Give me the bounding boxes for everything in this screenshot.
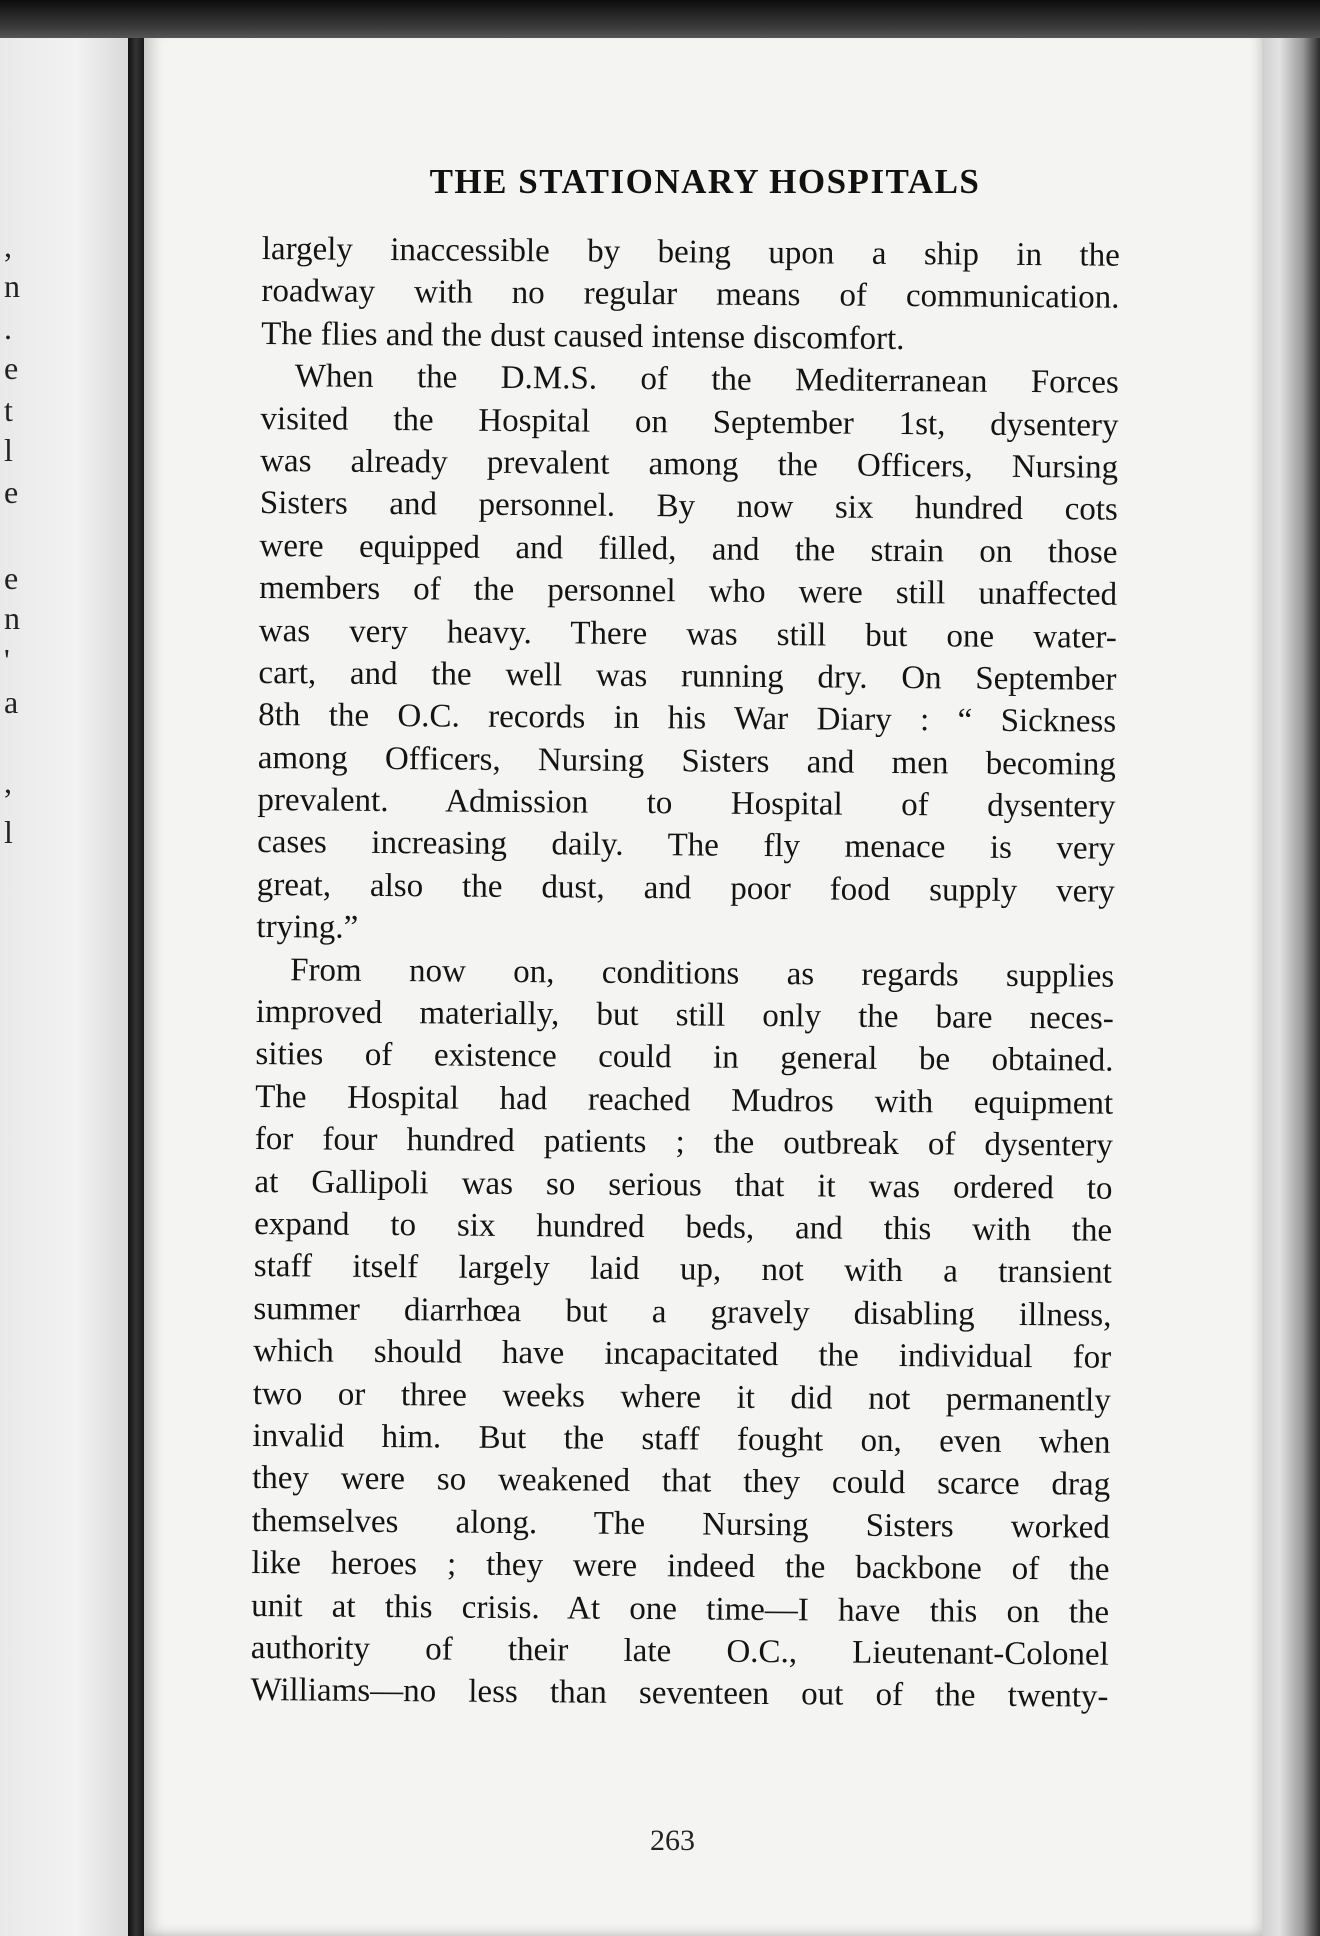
- page-edge-shadow: [1262, 0, 1320, 1936]
- left-facing-page: [0, 0, 128, 1936]
- left-page-fragment: t: [4, 392, 13, 428]
- text-line: was already prevalent among the Officers, Nursing: [260, 442, 1119, 486]
- left-page-fragment: e: [4, 350, 19, 386]
- left-page-fragment: a: [4, 684, 19, 720]
- text-line: The flies and the dust caused intense discomfort.: [261, 315, 905, 357]
- text-line: Williams—no less than seventeen out of the twenty-: [250, 1672, 1109, 1715]
- text-line: two or three weeks where it did not permanently: [252, 1375, 1111, 1419]
- text-line: sities of existence could in general be obtained.: [255, 1036, 1114, 1080]
- text-line: among Officers, Nursing Sisters and men becoming: [257, 739, 1116, 783]
- text-line: Sisters and personnel. By now six hundred cots: [259, 485, 1118, 529]
- text-line: themselves along. The Nursing Sisters worked: [251, 1502, 1110, 1546]
- text-line: members of the personnel who were still unaffected: [259, 570, 1118, 613]
- text-line: summer diarrhœa but a gravely disabling illness,: [253, 1290, 1112, 1334]
- text-line: invalid him. But the staff fought on, even when: [252, 1417, 1111, 1461]
- left-page-fragment: e: [4, 474, 19, 510]
- text-line: expand to six hundred beds, and this with the: [254, 1205, 1113, 1249]
- left-page-fragment: l: [4, 814, 13, 850]
- text-line: From now on, conditions as regards supplies: [290, 951, 1115, 995]
- left-page-fragment: e: [4, 560, 19, 596]
- left-page-fragment: ': [4, 642, 10, 678]
- text-line: which should have incapacitated the individual for: [253, 1333, 1112, 1376]
- left-page-fragment: ,: [4, 764, 12, 800]
- text-line: 8th the O.C. records in his War Diary : “ Sickness: [258, 697, 1117, 741]
- text-line: staff itself largely laid up, not with a transient: [253, 1248, 1112, 1292]
- text-line: cart, and the well was running dry. On September: [258, 654, 1117, 698]
- text-line: largely inaccessible by being upon a ship in the: [261, 230, 1120, 274]
- text-line: visited the Hospital on September 1st, dysentery: [260, 400, 1119, 444]
- body-text: [250, 228, 1120, 1718]
- text-line: cases increasing daily. The fly menace is very: [257, 824, 1116, 868]
- text-line: unit at this crisis. At one time—I have this on the: [251, 1587, 1110, 1631]
- left-page-fragment: n: [4, 268, 20, 304]
- left-page-fragment: l: [4, 432, 13, 468]
- text-line: trying.”: [256, 909, 359, 947]
- running-head: THE STATIONARY HOSPITALS: [429, 162, 981, 201]
- text-line: roadway with no regular means of communication.: [261, 273, 1120, 317]
- text-line: was very heavy. There was still but one water-: [258, 612, 1117, 656]
- top-scan-edge: [0, 0, 1320, 38]
- text-line: The Hospital had reached Mudros with equipment: [255, 1078, 1114, 1122]
- text-line: prevalent. Admission to Hospital of dysentery: [257, 782, 1116, 825]
- page-number: 263: [650, 1824, 695, 1857]
- text-line: authority of their late O.C., Lieutenant-Colonel: [250, 1629, 1109, 1673]
- text-line: great, also the dust, and poor food supply very: [256, 866, 1115, 910]
- text-line: improved materially, but still only the bare neces-: [255, 994, 1114, 1037]
- text-line: were equipped and filled, and the strain on those: [259, 527, 1118, 571]
- text-line: they were so weakened that they could scarce drag: [252, 1460, 1111, 1504]
- left-page-fragment: ,: [4, 228, 12, 264]
- text-line: When the D.M.S. of the Mediterranean Forces: [294, 358, 1119, 401]
- text-line: like heroes ; they were indeed the backbone of the: [251, 1545, 1110, 1588]
- text-line: for four hundred patients ; the outbreak of dysentery: [254, 1121, 1113, 1164]
- text-line: at Gallipoli was so serious that it was ordered to: [254, 1163, 1113, 1207]
- left-page-fragment: .: [4, 310, 12, 346]
- left-page-fragment: n: [4, 600, 20, 636]
